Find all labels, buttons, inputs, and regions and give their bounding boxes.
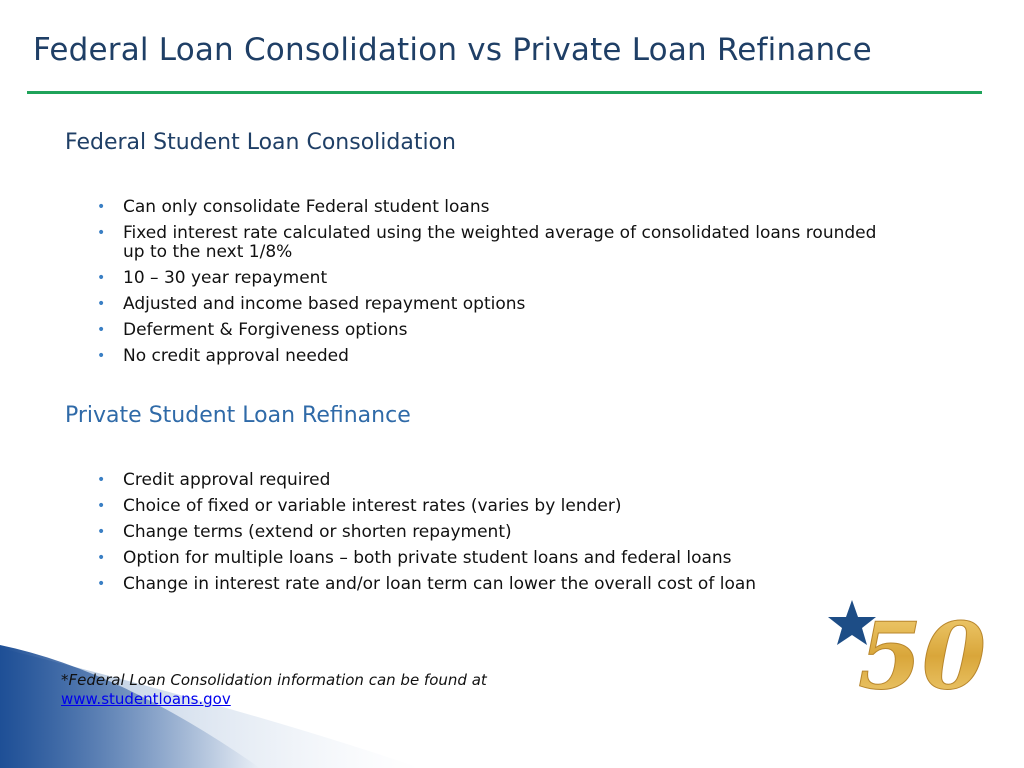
list-item-text: Change terms (extend or shorten repayment) (123, 522, 512, 542)
logo-numeral: 50 (858, 602, 987, 710)
list-item-text: Change in interest rate and/or loan term can lower the overall cost of loan (123, 574, 757, 594)
list-item-text: Fixed interest rate calculated using the weighted average of consolidated loans rounded up to the next 1/8% (123, 223, 877, 262)
list-item (97, 321, 897, 340)
bullet-icon: • (97, 322, 106, 338)
list-item (97, 549, 897, 568)
title-underline (27, 91, 982, 94)
list-item (97, 471, 897, 490)
private-list (97, 471, 897, 601)
bullet-icon: • (97, 270, 106, 286)
list-item-text: Option for multiple loans – both private student loans and federal loans (123, 548, 732, 568)
list-item-text: Can only consolidate Federal student loans (123, 197, 490, 217)
list-item-text: No credit approval needed (123, 346, 349, 366)
anniversary-50-logo (828, 598, 987, 710)
list-item (97, 198, 897, 217)
list-item-text: Adjusted and income based repayment options (123, 294, 526, 314)
bullet-icon: • (97, 199, 106, 215)
list-item-text: Choice of fixed or variable interest rates (varies by lender) (123, 496, 622, 516)
list-item-text: Credit approval required (123, 470, 331, 490)
bullet-icon: • (97, 576, 106, 592)
bullet-icon: • (97, 348, 106, 364)
federal-list (97, 198, 897, 373)
federal-heading: Federal Student Loan Consolidation (65, 130, 456, 155)
list-item (97, 295, 897, 314)
list-item (97, 497, 897, 516)
studentloans-link[interactable]: www.studentloans.gov (61, 690, 231, 708)
list-item (97, 523, 897, 542)
bullet-icon: • (97, 524, 106, 540)
bullet-icon: • (97, 550, 106, 566)
list-item (97, 224, 897, 262)
slide-title: Federal Loan Consolidation vs Private Loan Refinance (33, 32, 872, 68)
bullet-icon: • (97, 296, 106, 312)
private-heading: Private Student Loan Refinance (65, 403, 411, 428)
list-item-text: Deferment & Forgiveness options (123, 320, 408, 340)
list-item (97, 269, 897, 288)
bullet-icon: • (97, 472, 106, 488)
bullet-icon: • (97, 225, 106, 241)
list-item-text: 10 – 30 year repayment (123, 268, 328, 288)
footnote (61, 671, 487, 709)
footnote-text: *Federal Loan Consolidation information can be found at (61, 671, 487, 689)
list-item (97, 347, 897, 366)
list-item (97, 575, 897, 594)
bullet-icon: • (97, 498, 106, 514)
